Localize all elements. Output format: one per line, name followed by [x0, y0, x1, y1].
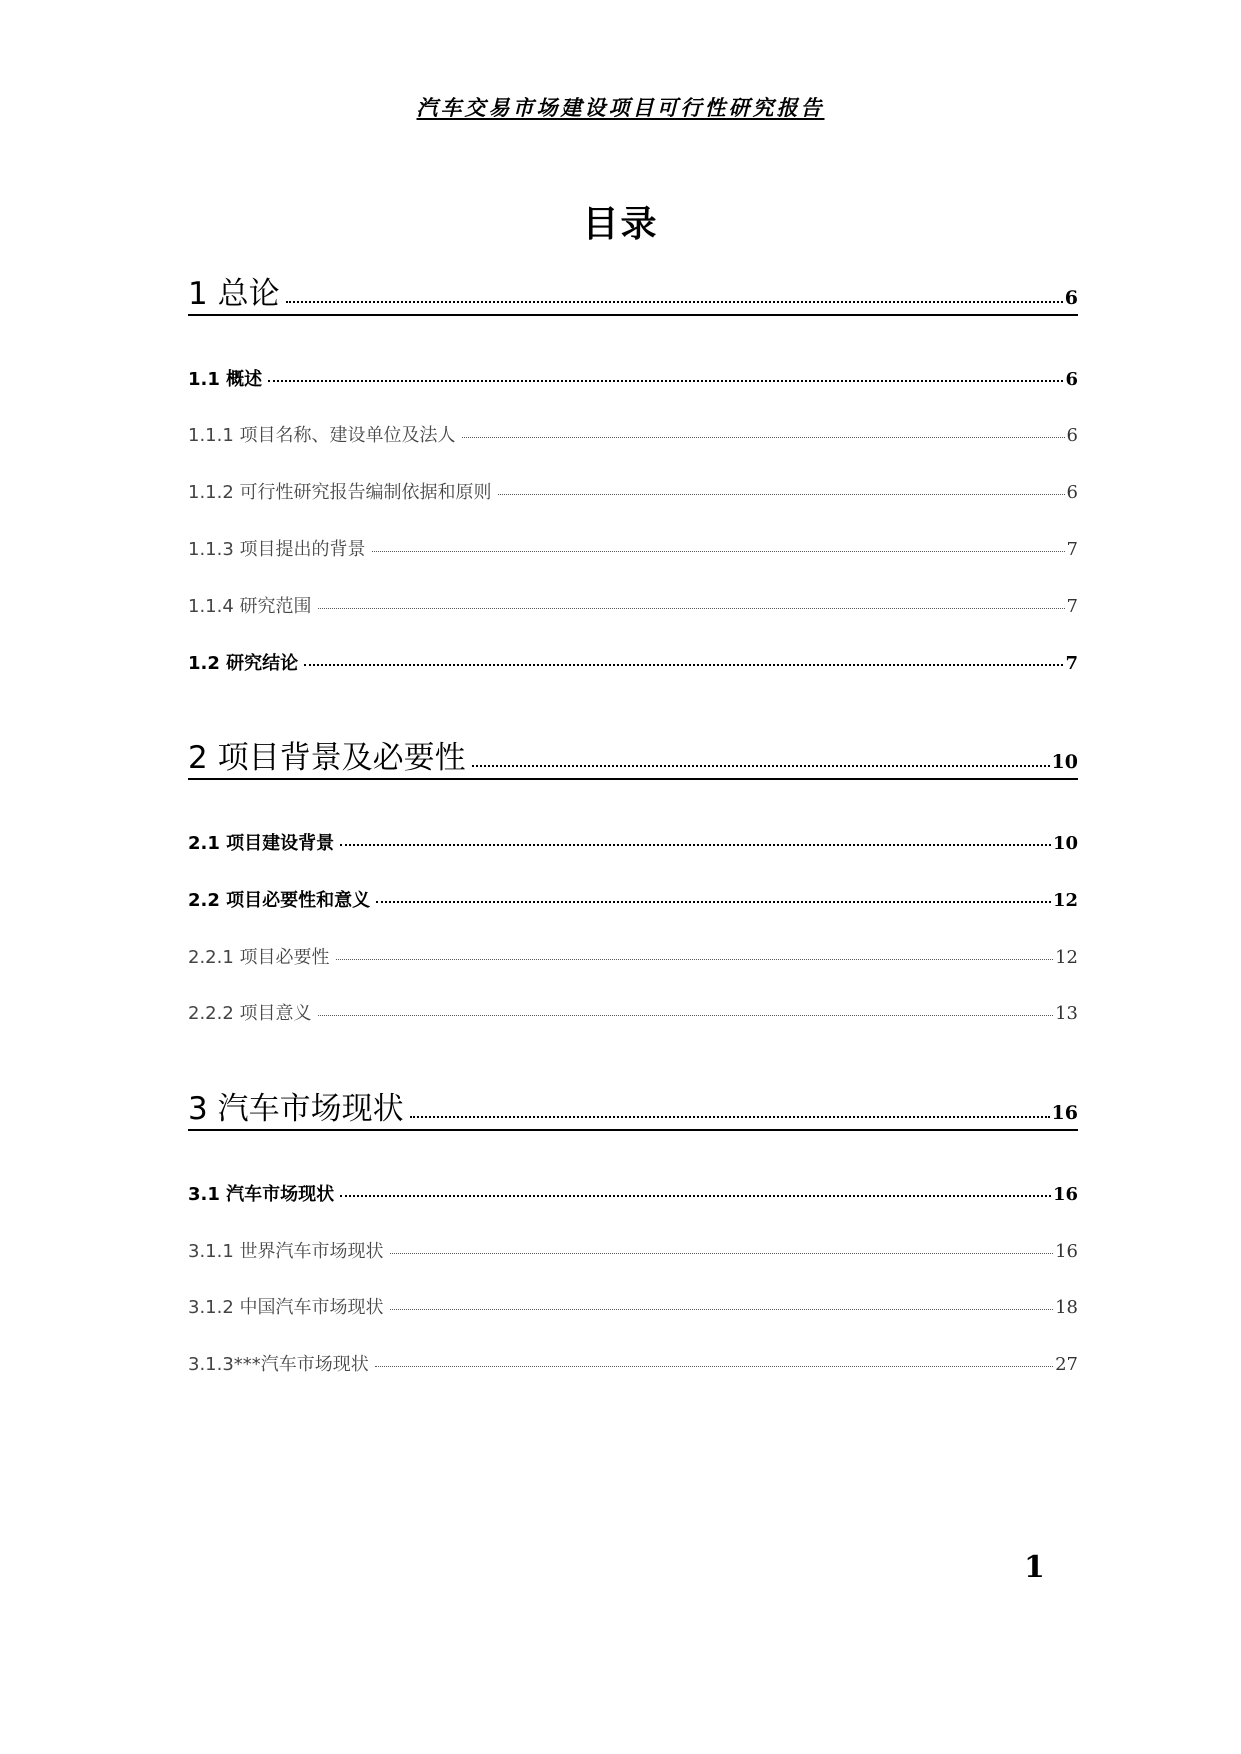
toc-entry-page: 7	[1066, 539, 1078, 560]
toc-entry-page: 16	[1051, 1102, 1078, 1124]
toc-entry-label: 1.1.1 项目名称、建设单位及法人	[188, 425, 456, 446]
toc-entry-page: 6	[1066, 482, 1078, 503]
toc-entry-label: 1.1.3 项目提出的背景	[188, 539, 366, 560]
toc-entry-label: 2 项目背景及必要性	[188, 740, 466, 776]
dot-leader	[462, 437, 1065, 438]
toc-entry-subsection-1-1-2[interactable]	[188, 478, 1078, 504]
toc-entry-label: 3 汽车市场现状	[188, 1091, 404, 1127]
dot-leader	[336, 959, 1054, 960]
dot-leader	[318, 1015, 1054, 1016]
dot-leader	[375, 1366, 1053, 1367]
dot-leader	[472, 765, 1050, 767]
dot-leader	[286, 301, 1063, 303]
toc-entry-label: 1.1 概述	[188, 369, 263, 390]
toc-entry-label: 2.1 项目建设背景	[188, 833, 335, 854]
toc-entry-label: 1.1.4 研究范围	[188, 596, 312, 617]
toc-entry-subsection-3-1-2[interactable]	[188, 1293, 1078, 1319]
toc-entry-subsection-3-1-3[interactable]	[188, 1350, 1078, 1376]
toc-entry-label: 1 总论	[188, 276, 280, 312]
toc-entry-label: 1.1.2 可行性研究报告编制依据和原则	[188, 482, 492, 503]
toc-entry-chapter-1[interactable]	[188, 268, 1078, 316]
toc-entry-page: 6	[1065, 369, 1078, 390]
toc-entry-section-3-1[interactable]	[188, 1180, 1078, 1206]
dot-leader	[318, 608, 1065, 609]
toc-entry-subsection-1-1-1[interactable]	[188, 421, 1078, 447]
toc-entry-page: 27	[1055, 1354, 1078, 1375]
toc-entry-label: 3.1.1 世界汽车市场现状	[188, 1241, 384, 1262]
toc-entry-subsection-3-1-1[interactable]	[188, 1237, 1078, 1263]
toc-entry-page: 7	[1065, 653, 1078, 674]
toc-entry-page: 16	[1052, 1184, 1078, 1205]
toc-entry-label: 1.2 研究结论	[188, 653, 299, 674]
page-number: 1	[1024, 1550, 1045, 1585]
dot-leader	[372, 551, 1065, 552]
toc-entry-label: 2.2 项目必要性和意义	[188, 890, 371, 911]
dot-leader	[410, 1116, 1050, 1118]
toc-entry-subsection-2-2-2[interactable]	[188, 999, 1078, 1025]
toc-title: 目录	[582, 203, 659, 245]
toc-entry-page: 12	[1052, 890, 1078, 911]
toc-entry-subsection-1-1-3[interactable]	[188, 535, 1078, 561]
dot-leader	[340, 1195, 1051, 1197]
toc-entry-subsection-2-2-1[interactable]	[188, 943, 1078, 969]
toc-entry-chapter-2[interactable]	[188, 732, 1078, 780]
toc-entry-label: 2.2.1 项目必要性	[188, 947, 330, 968]
toc-entry-page: 18	[1055, 1297, 1078, 1318]
running-header-title: 汽车交易市场建设项目可行性研究报告	[416, 95, 825, 120]
toc-entry-page: 12	[1055, 947, 1078, 968]
toc-entry-page: 6	[1066, 425, 1078, 446]
toc-entry-label: 3.1.2 中国汽车市场现状	[188, 1297, 384, 1318]
dot-leader	[390, 1253, 1054, 1254]
toc-entry-label: 3.1.3***汽车市场现状	[188, 1354, 369, 1375]
dot-leader	[268, 380, 1063, 382]
toc-entry-page: 16	[1055, 1241, 1078, 1262]
toc-entry-chapter-3[interactable]	[188, 1083, 1078, 1131]
toc-entry-page: 13	[1055, 1003, 1078, 1024]
toc-entry-page: 10	[1052, 833, 1078, 854]
toc-entry-subsection-1-1-4[interactable]	[188, 592, 1078, 618]
table-of-contents	[188, 0, 1078, 1754]
toc-entry-section-1-1[interactable]	[188, 365, 1078, 391]
toc-entry-section-2-2[interactable]	[188, 886, 1078, 912]
toc-entry-page: 10	[1051, 751, 1078, 773]
toc-entry-section-2-1[interactable]	[188, 829, 1078, 855]
dot-leader	[390, 1309, 1054, 1310]
dot-leader	[376, 901, 1051, 903]
toc-entry-label: 3.1 汽车市场现状	[188, 1184, 335, 1205]
toc-entry-section-1-2[interactable]	[188, 649, 1078, 675]
dot-leader	[498, 494, 1065, 495]
dot-leader	[340, 844, 1051, 846]
dot-leader	[304, 664, 1063, 666]
toc-entry-page: 7	[1066, 596, 1078, 617]
toc-entry-page: 6	[1064, 287, 1078, 309]
toc-entry-label: 2.2.2 项目意义	[188, 1003, 312, 1024]
